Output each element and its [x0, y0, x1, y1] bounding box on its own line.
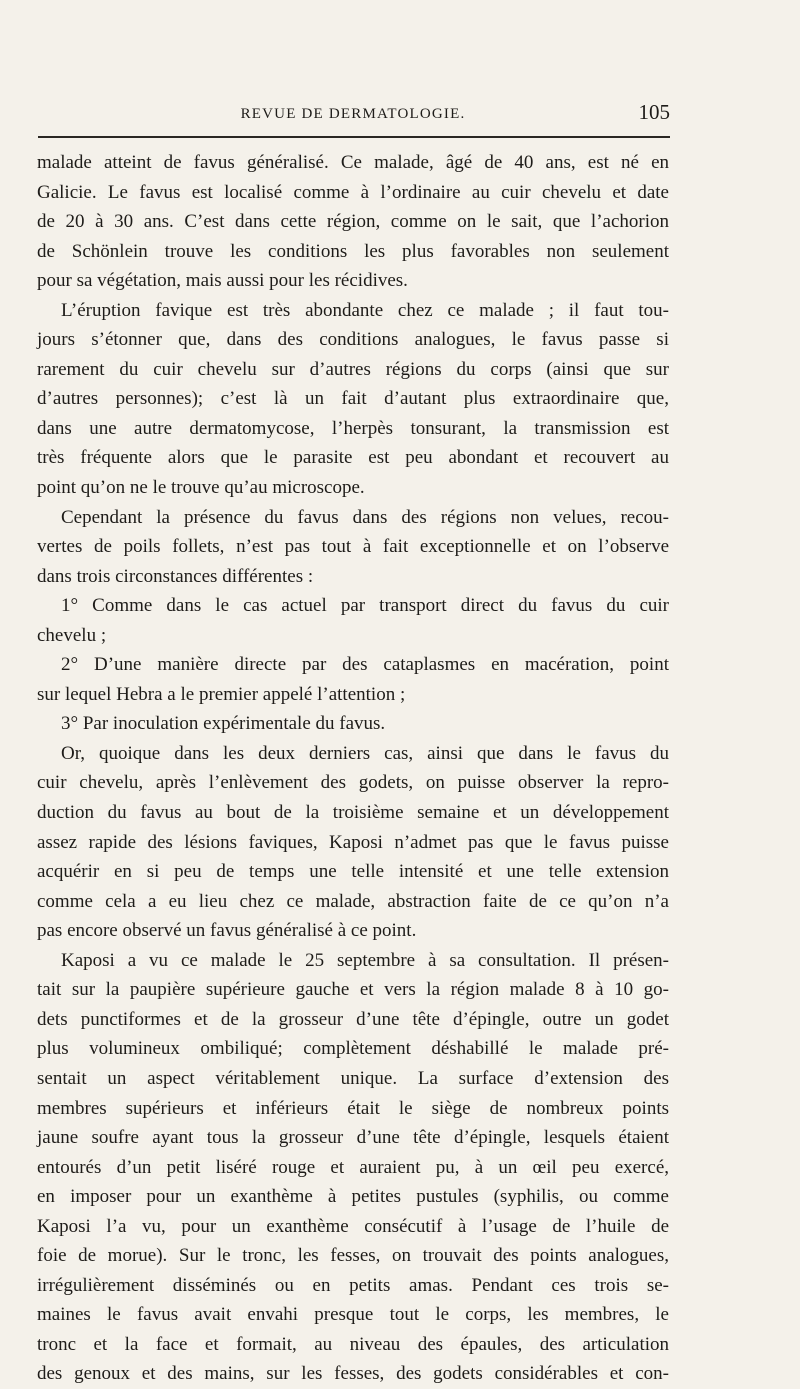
running-title: REVUE DE DERMATOLOGIE.: [240, 106, 466, 122]
text-line: Kaposi a vu ce malade le 25 septembre à sa consultation. Il présen-: [61, 949, 669, 971]
text-line: Cependant la présence du favus dans des régions non velues, recou-: [61, 506, 669, 528]
text-line: membres supérieurs et inférieurs était le siège de nombreux points: [37, 1097, 669, 1119]
text-line: duction du favus au bout de la troisième semaine et un développement: [37, 802, 669, 824]
text-line: pour sa végétation, mais aussi pour les récidives.: [37, 270, 408, 292]
text-line: dets punctiformes et de la grosseur d’une tête d’épingle, outre un godet: [37, 1008, 669, 1030]
text-line: dans trois circonstances différentes :: [37, 565, 314, 587]
text-line: Galicie. Le favus est localisé comme à l’ordinaire au cuir chevelu et date: [37, 181, 669, 203]
text-line: sur lequel Hebra a le premier appelé l’attention ;: [37, 683, 406, 705]
text-line: pas encore observé un favus généralisé à ce point.: [37, 920, 417, 942]
body-text: [37, 148, 669, 1389]
text-line: tronc et la face et formait, au niveau des épaules, des articulation: [37, 1333, 669, 1355]
text-line: 2° D’une manière directe par des cataplasmes en macération, point: [61, 654, 669, 676]
running-header: [38, 100, 668, 130]
text-line: vertes de poils follets, n’est pas tout à fait exceptionnelle et on l’observe: [37, 536, 669, 558]
text-line: rarement du cuir chevelu sur d’autres régions du corps (ainsi que sur: [37, 358, 669, 380]
text-line: tait sur la paupière supérieure gauche et vers la région malade 8 à 10 go-: [37, 979, 669, 1001]
text-line: point qu’on ne le trouve qu’au microscope.: [37, 477, 365, 499]
header-rule: [38, 136, 670, 138]
text-line: assez rapide des lésions faviques, Kaposi n’admet pas que le favus puisse: [37, 831, 669, 853]
text-line: entourés d’un petit liséré rouge et auraient pu, à un œil peu exercé,: [37, 1156, 669, 1178]
text-line: Or, quoique dans les deux derniers cas, ainsi que dans le favus du: [61, 742, 669, 764]
text-line: jours s’étonner que, dans des conditions analogues, le favus passe si: [37, 329, 669, 351]
text-line: en imposer pour un exanthème à petites pustules (syphilis, ou comme: [37, 1186, 669, 1208]
text-line: de 20 à 30 ans. C’est dans cette région, comme on le sait, que l’achorion: [37, 211, 669, 233]
text-line: acquérir en si peu de temps une telle intensité et une telle extension: [37, 861, 669, 883]
text-line: Kaposi l’a vu, pour un exanthème consécutif à l’usage de l’huile de: [37, 1215, 669, 1237]
text-line: jaune soufre ayant tous la grosseur d’une tête d’épingle, lesquels étaient: [37, 1127, 669, 1149]
text-line: des genoux et des mains, sur les fesses, des godets considérables et con-: [37, 1363, 669, 1385]
text-line: maines le favus avait envahi presque tout le corps, les membres, le: [37, 1304, 669, 1326]
text-line: 1° Comme dans le cas actuel par transport direct du favus du cuir: [61, 595, 669, 617]
text-line: très fréquente alors que le parasite est peu abondant et recouvert au: [37, 447, 669, 469]
text-line: cuir chevelu, après l’enlèvement des godets, on puisse observer la repro-: [37, 772, 669, 794]
text-line: L’éruption favique est très abondante chez ce malade ; il faut tou-: [61, 299, 669, 321]
text-line: de Schönlein trouve les conditions les plus favorables non seulement: [37, 240, 669, 262]
text-line: plus volumineux ombiliqué; complètement déshabillé le malade pré-: [37, 1038, 669, 1060]
text-line: malade atteint de favus généralisé. Ce malade, âgé de 40 ans, est né en: [37, 152, 669, 173]
text-line: foie de morue). Sur le tronc, les fesses, on trouvait des points analogues,: [37, 1245, 669, 1267]
text-line: dans une autre dermatomycose, l’herpès tonsurant, la transmission est: [37, 417, 669, 439]
text-line: 3° Par inoculation expérimentale du favus.: [61, 713, 386, 735]
text-line: sentait un aspect véritablement unique. La surface d’extension des: [37, 1067, 669, 1089]
page-number: 105: [638, 100, 670, 124]
text-line: irrégulièrement disséminés ou en petits amas. Pendant ces trois se-: [37, 1274, 669, 1296]
text-line: comme cela a eu lieu chez ce malade, abstraction faite de ce qu’on n’a: [37, 890, 669, 912]
text-line: d’autres personnes); c’est là un fait d’autant plus extraordinaire que,: [37, 388, 669, 410]
text-line: chevelu ;: [37, 624, 107, 646]
